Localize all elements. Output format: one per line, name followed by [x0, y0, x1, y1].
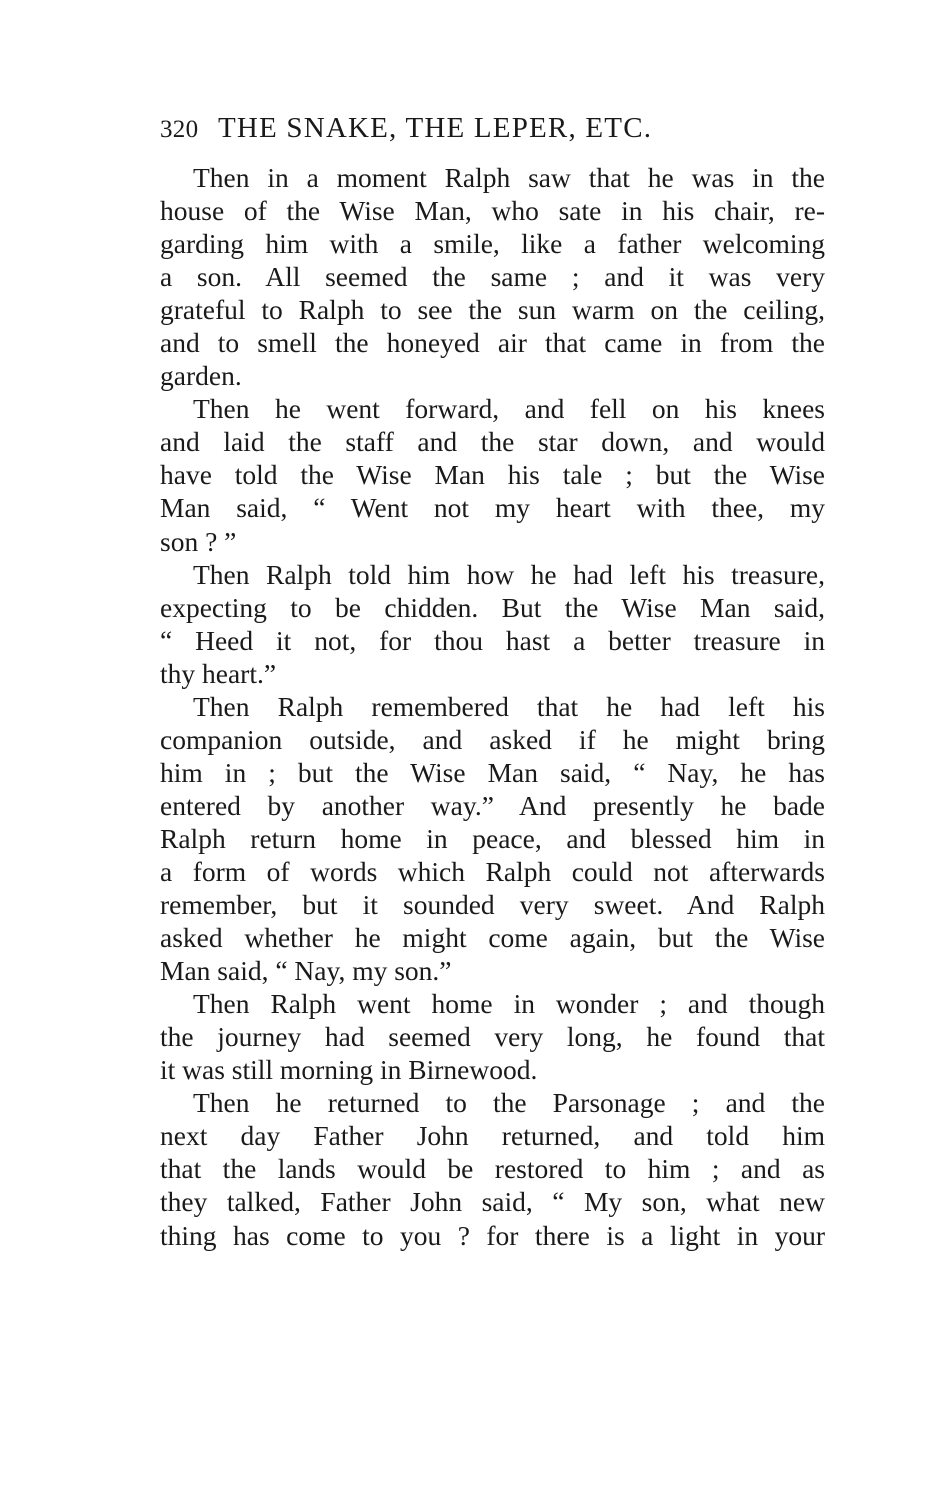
text-line: Then he went forward, and fell on his knees	[193, 393, 825, 425]
text-line: “ Heed it not, for thou hast a better treasure in	[160, 624, 825, 656]
text-line: expecting to be chidden. But the Wise Man said,	[160, 591, 825, 623]
text-line: son ? ”	[160, 525, 237, 557]
text-line: a son. All seemed the same ; and it was very	[160, 261, 825, 293]
text-line: thing has come to you ? for there is a light in your	[160, 1219, 825, 1251]
text-line: thy heart.”	[160, 657, 277, 689]
text-line: asked whether he might come again, but the Wise	[160, 922, 825, 954]
text-line: next day Father John returned, and told him	[160, 1120, 825, 1152]
text-line: the journey had seemed very long, he found that	[160, 1021, 825, 1053]
text-line: it was still morning in Birnewood.	[160, 1054, 538, 1086]
text-line: Then he returned to the Parsonage ; and the	[193, 1087, 825, 1119]
text-line: remember, but it sounded very sweet. And Ralph	[160, 889, 825, 921]
text-line: and laid the staff and the star down, and would	[160, 426, 825, 458]
text-line: Ralph return home in peace, and blessed him in	[160, 822, 825, 854]
text-line: have told the Wise Man his tale ; but the Wise	[160, 459, 825, 491]
text-line: Then Ralph remembered that he had left his	[193, 690, 825, 722]
text-line: Man said, “ Nay, my son.”	[160, 955, 452, 987]
text-line: house of the Wise Man, who sate in his chair, re-	[160, 195, 825, 227]
text-line: Man said, “ Went not my heart with thee, my	[160, 492, 825, 524]
text-line: Then in a moment Ralph saw that he was in the	[193, 162, 825, 193]
text-line: that the lands would be restored to him ; and as	[160, 1153, 825, 1185]
page-number: 320	[160, 116, 199, 143]
running-title: THE SNAKE, THE LEPER, ETC.	[217, 112, 653, 144]
text-line: him in ; but the Wise Man said, “ Nay, he has	[160, 756, 825, 788]
body-text	[160, 161, 825, 1252]
text-line: entered by another way.” And presently he bade	[160, 789, 825, 821]
text-line: a form of words which Ralph could not afterwards	[160, 855, 825, 887]
text-line: they talked, Father John said, “ My son, what new	[160, 1186, 825, 1218]
text-line: and to smell the honeyed air that came in from the	[160, 327, 825, 359]
text-line: Then Ralph went home in wonder ; and though	[193, 988, 825, 1020]
text-line: companion outside, and asked if he might bring	[160, 723, 825, 755]
text-line: Then Ralph told him how he had left his treasure,	[193, 558, 825, 590]
text-line: garding him with a smile, like a father welcoming	[160, 228, 825, 260]
running-head	[160, 108, 828, 148]
text-line: garden.	[160, 360, 242, 392]
text-line: grateful to Ralph to see the sun warm on the ceiling,	[160, 294, 825, 326]
